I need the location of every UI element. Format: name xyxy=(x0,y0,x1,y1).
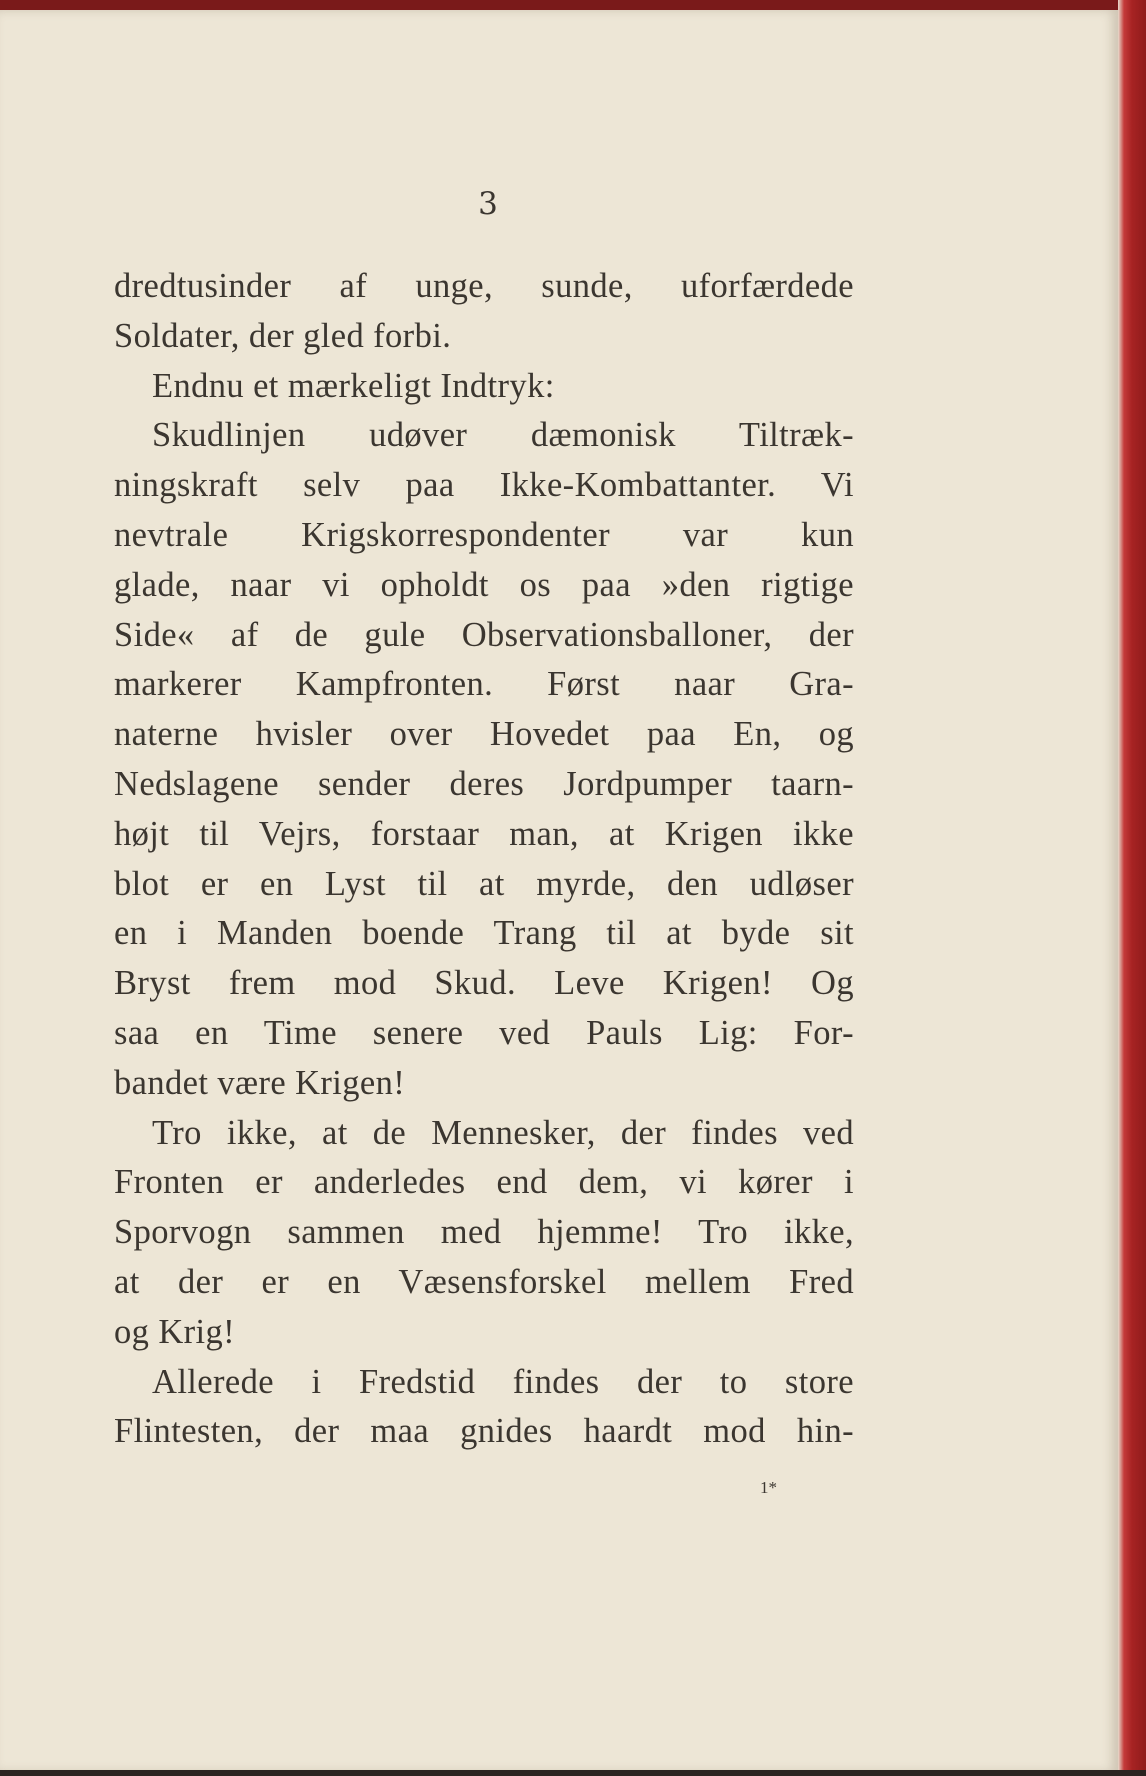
text-line: dredtusinder af unge, sunde, uforfærdede xyxy=(114,267,854,305)
text-line: Skudlinjen udøver dæmonisk Tiltræk- xyxy=(152,416,854,455)
text-line: Bryst frem mod Skud. Leve Krigen! Og xyxy=(114,964,854,1003)
text-line: saa en Time senere ved Pauls Lig: For- xyxy=(114,1013,854,1052)
signature-mark: 1* xyxy=(760,1478,777,1497)
text-line: nevtrale Krigskorrespondenter var kun xyxy=(114,515,854,554)
text-line: bandet være Krigen! xyxy=(114,1063,406,1102)
text-line: og Krig! xyxy=(114,1312,236,1351)
text-line: ningskraft selv paa Ikke-Kombattanter. Vi xyxy=(114,466,854,505)
text-line: Endnu et mærkeligt Indtryk: xyxy=(152,366,555,405)
text-line: Flintesten, der maa gnides haardt mod hin- xyxy=(114,1412,854,1451)
text-line: glade, naar vi opholdt os paa »den rigtige xyxy=(114,565,854,604)
text-line: Nedslagene sender deres Jordpumper taarn- xyxy=(114,764,854,803)
text-line: højt til Vejrs, forstaar man, at Krigen ikke xyxy=(114,814,854,853)
text-line: Sporvogn sammen med hjemme! Tro ikke, xyxy=(114,1213,854,1252)
body-text xyxy=(114,262,854,1457)
text-line: at der er en Væsensforskel mellem Fred xyxy=(114,1262,854,1301)
text-line: Allerede i Fredstid findes der to store xyxy=(152,1362,854,1401)
text-line: Fronten er anderledes end dem, vi kører i xyxy=(114,1163,854,1202)
book-bottom-edge xyxy=(0,1770,1146,1776)
text-line: blot er en Lyst til at myrde, den udløser xyxy=(114,864,854,903)
text-line: Tro ikke, at de Mennesker, der findes ved xyxy=(152,1113,854,1152)
text-line: Soldater, der gled forbi. xyxy=(114,316,452,355)
text-line: naterne hvisler over Hovedet paa En, og xyxy=(114,715,854,754)
text-line: Side« af de gule Observationsballoner, der xyxy=(114,615,854,654)
text-line: en i Manden boende Trang til at byde sit xyxy=(114,914,854,953)
page-number: 3 xyxy=(478,186,498,222)
text-line: markerer Kampfronten. Først naar Gra- xyxy=(114,665,854,704)
red-cover-edge xyxy=(1118,0,1146,1776)
